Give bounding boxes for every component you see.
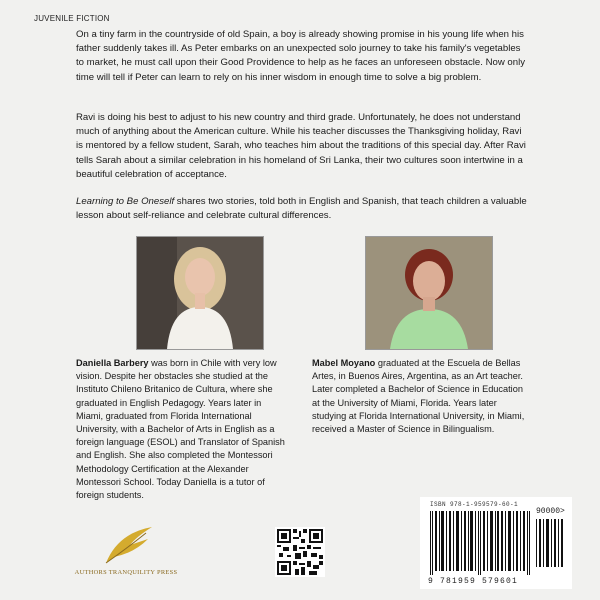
genre-label: JUVENILE FICTION — [34, 14, 110, 23]
synopsis-paragraph-3 — [76, 195, 528, 223]
synopsis-paragraph-2: Ravi is doing his best to adjust to his new country and third grade. Unfortunately, he does not understand much of anything about the American culture. While his teacher discusses the Thanksgiving holiday, Ravi is mentored by a fellow student, Sarah, who teaches him about the traditions of this special day. After Ravi tells Sarah about a similar celebration in his homeland of Sri Lanka, their two cultures soon intertwine in a beautiful celebration of acceptance. — [76, 112, 526, 180]
author-bio-right-text: graduated at the Escuela de Bellas Artes, in Buenos Aires, Argentina, as an Art teacher. Later completed a Bachelor of Science in Education at the University of Miami, Florida. Years later studying at Florida International University, in Miami, received a Master of Science in Bilingualism. — [312, 358, 525, 435]
publisher-logo — [66, 523, 186, 583]
synopsis-paragraph-1: On a tiny farm in the countryside of old Spain, a boy is already showing promise in his young life when his father suddenly takes ill. As Peter embarks on an unexpected solo journey to take his family's vegetables to market, he must call upon their Good Providence to help as he faces an unforeseen obstacle. Now only time will tell if Peter can learn to rely on his inner wisdom in enough time to solve a big problem. — [76, 29, 526, 83]
publisher-name: AUTHORS TRANQUILITY PRESS — [74, 569, 178, 576]
price-barcode-bars — [536, 519, 564, 567]
author-name-right: Mabel Moyano — [312, 358, 376, 368]
author-bio-right — [312, 357, 526, 436]
price-code: 90000> — [536, 507, 565, 516]
qr-code-icon — [275, 527, 325, 577]
synopsis-paragraph-3-text: shares two stories, told both in English and Spanish, that teach children a valuable lesson about self-reliance and celebrate cultural differences. — [76, 196, 527, 222]
author-portrait-left-illustration — [137, 237, 263, 349]
isbn-barcode — [420, 497, 572, 589]
author-portrait-right-illustration — [366, 237, 492, 349]
author-name-left: Daniella Barbery — [76, 358, 149, 368]
isbn-label: ISBN 978-1-959579-60-1 — [430, 501, 519, 508]
qr-code — [275, 527, 325, 577]
isbn-number: 9 781959 579601 — [428, 577, 519, 586]
book-title: Learning to Be Oneself — [76, 196, 175, 207]
author-bio-left — [76, 357, 288, 502]
feather-quill-icon — [66, 523, 186, 569]
barcode-bars — [430, 511, 530, 575]
author-photo-left — [136, 236, 264, 350]
author-photo-right — [365, 236, 493, 350]
author-bio-left-text: was born in Chile with very low vision. Despite her obstacles she studied at the Instituto Chileno Britanico de Cultura, where she graduated in English Pedagogy. Years later in Miami, graduated from Florida International University, with a Bachelor of Arts in English as a foreign language (ESOL) and Translator of Spanish and English. She also completed the Montessori Methodology Certification at the Alexander Montessori School. Today Daniella is a tutor of foreign students. — [76, 358, 285, 501]
